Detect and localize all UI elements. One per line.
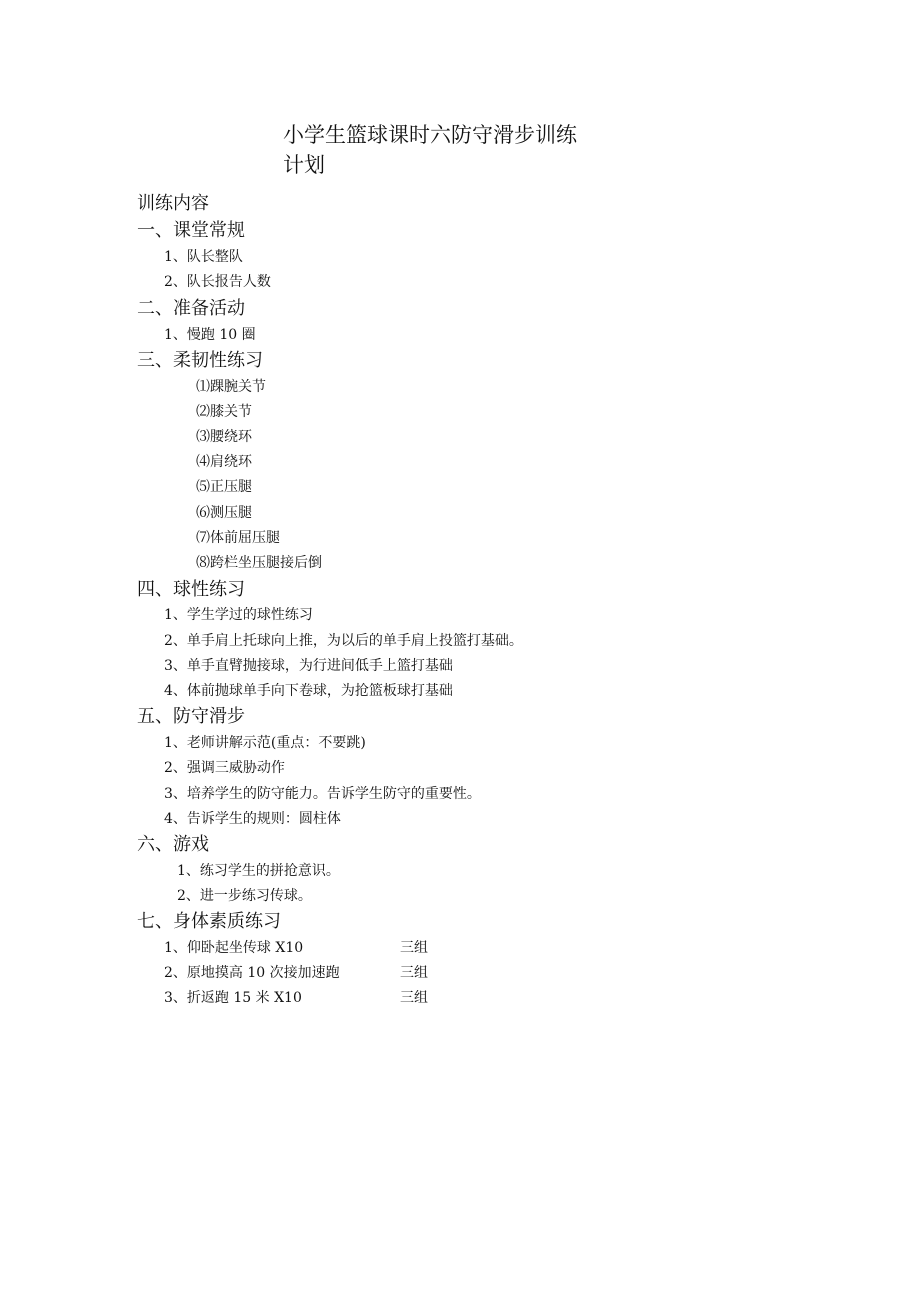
list-item: 3、单手直臂抛接球，为行进间低手上篮打基础: [164, 658, 453, 674]
list-item: ⑻跨栏坐压腿接后倒: [196, 555, 322, 571]
section-heading: 三、柔韧性练习: [137, 350, 263, 371]
list-item: 1、慢跑 10 圈: [164, 327, 256, 343]
list-item: 4、告诉学生的规则：圆柱体: [164, 811, 341, 827]
list-item: 2、原地摸高 10 次接加速跑: [164, 965, 340, 981]
list-item: 1、学生学过的球性练习: [164, 607, 313, 623]
section-heading: 七、身体素质练习: [137, 911, 281, 932]
sets-count: 三组: [400, 940, 428, 956]
list-item: 1、练习学生的拼抢意识。: [177, 863, 340, 879]
list-item: 3、培养学生的防守能力。告诉学生防守的重要性。: [164, 786, 481, 802]
list-item: 2、强调三威胁动作: [164, 760, 285, 776]
document-title: 小学生篮球课时六防守滑步训练计划: [283, 123, 577, 177]
list-item: ⑶腰绕环: [196, 429, 252, 445]
section-heading: 一、课堂常规: [137, 220, 245, 241]
list-item: 2、队长报告人数: [164, 274, 271, 290]
list-item: 1、队长整队: [164, 249, 243, 265]
list-item: ⑹测压腿: [196, 505, 252, 521]
sets-count: 三组: [400, 965, 428, 981]
section-heading: 五、防守滑步: [137, 706, 245, 727]
list-item: 2、进一步练习传球。: [177, 888, 312, 904]
section-heading: 二、准备活动: [137, 298, 245, 319]
section-heading: 六、游戏: [137, 834, 209, 855]
list-item: ⑷肩绕环: [196, 454, 252, 470]
list-item: 1、仰卧起坐传球 X10: [164, 940, 304, 956]
list-item: ⑴踝腕关节: [196, 379, 266, 395]
list-item: ⑺体前屈压腿: [196, 530, 280, 546]
list-item: 2、单手肩上托球向上推，为以后的单手肩上投篮打基础。: [164, 633, 523, 649]
list-item: ⑸正压腿: [196, 479, 252, 495]
section-heading: 四、球性练习: [137, 579, 245, 600]
sets-count: 三组: [400, 990, 428, 1006]
list-item: 1、老师讲解示范(重点：不要跳): [164, 735, 366, 751]
list-item: 3、折返跑 15 米 X10: [164, 990, 302, 1006]
list-item: ⑵膝关节: [196, 404, 252, 420]
list-item: 4、体前抛球单手向下卷球，为抢篮板球打基础: [164, 683, 453, 699]
content-heading: 训练内容: [137, 193, 209, 214]
